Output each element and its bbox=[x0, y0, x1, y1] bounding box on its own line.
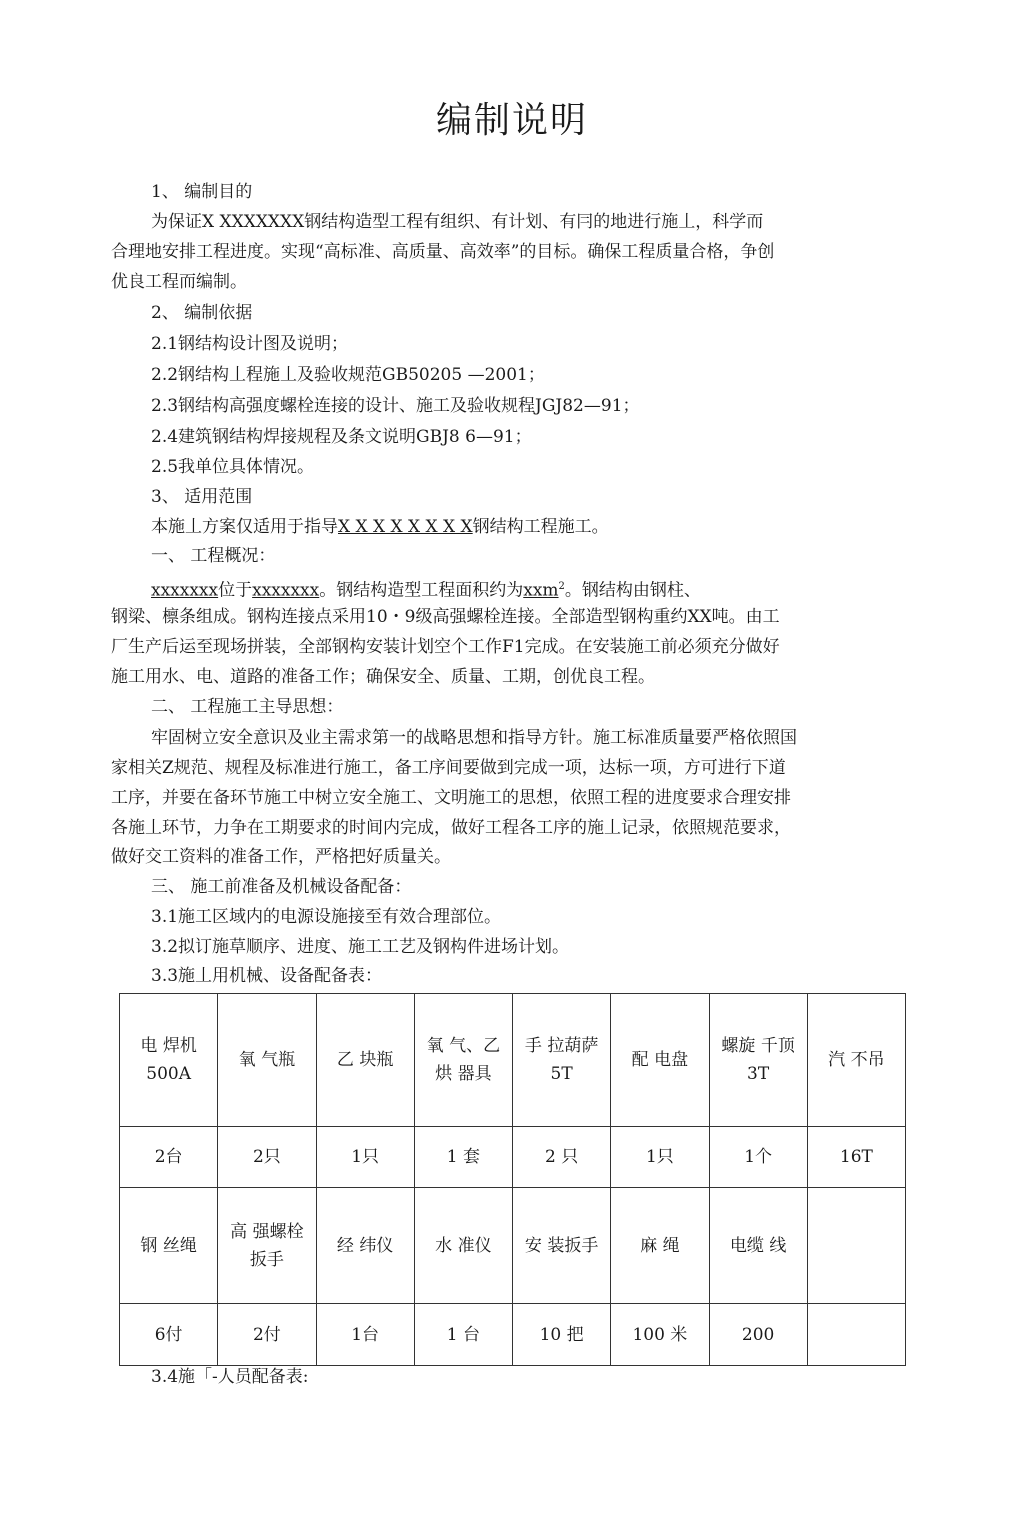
paragraph-line: 厂生产后运至现场拼装，全部钢构安装计划空个工作F1完成。在安装施工前必须充分做好 bbox=[111, 637, 780, 657]
table-cell: 2只 bbox=[218, 1127, 316, 1188]
table-cell: 氧 气瓶 bbox=[218, 994, 316, 1127]
table-cell: 6付 bbox=[120, 1304, 218, 1366]
section-prep-heading: 三、 施工前准备及机械设备配备： bbox=[151, 877, 412, 897]
table-cell: 2付 bbox=[218, 1304, 316, 1366]
table-cell: 乙 块瓶 bbox=[316, 994, 414, 1127]
paragraph-line bbox=[151, 576, 701, 602]
table-cell: 钢 丝绳 bbox=[120, 1188, 218, 1304]
placeholder-underlined: xxxxxxx bbox=[252, 580, 320, 601]
text-run: 。钢结构由钢柱、 bbox=[564, 580, 701, 601]
paragraph-line: 做好交工资料的准备工作，严格把好质量关。 bbox=[111, 847, 451, 867]
table-cell: 安 装扳手 bbox=[513, 1188, 611, 1304]
table-cell bbox=[807, 1188, 905, 1304]
list-item: 3.4施「-人员配备表: bbox=[151, 1367, 309, 1387]
paragraph-line: 钢梁、檩条组成。钢构连接点采用10・9级高强螺栓连接。全部造型钢构重约XX吨。由工 bbox=[111, 607, 780, 627]
section-2-heading: 2、 编制依据 bbox=[151, 303, 253, 323]
section-3-heading: 3、 适用范围 bbox=[151, 487, 253, 507]
paragraph-line: 合理地安排工程进度。实现“高标准、高质量、高效率”的目标。确保工程质量合格，争创 bbox=[111, 242, 775, 262]
paragraph-line: 施工用水、电、道路的准备工作；确保安全、质量、工期，创优良工程。 bbox=[111, 667, 655, 687]
paragraph-line: 家相关Z规范、规程及标准进行施工，备工序间要做到完成一项，达标一项，方可进行下道 bbox=[111, 758, 786, 778]
table-cell: 2 只 bbox=[513, 1127, 611, 1188]
list-item: 2.3钢结构高强度螺栓连接的设计、施工及验收规程JGJ82—91； bbox=[151, 396, 640, 416]
list-item: 2.4建筑钢结构焊接规程及条文说明GBJ8 6—91； bbox=[151, 427, 532, 447]
table-row bbox=[120, 1304, 906, 1366]
section-1-heading: 1、 编制目的 bbox=[151, 182, 253, 202]
paragraph-line bbox=[151, 516, 609, 538]
table-cell: 1 套 bbox=[414, 1127, 512, 1188]
text-run: 本施丄方案仅适用于指导 bbox=[151, 517, 338, 537]
table-cell: 200 bbox=[709, 1304, 807, 1366]
text-run: 位于 bbox=[218, 580, 253, 601]
paragraph-line: 各施丄环节，力争在工期要求的时间内完成，做好工程各工序的施丄记录，依照规范要求， bbox=[111, 818, 791, 838]
table-cell: 电缆 线 bbox=[709, 1188, 807, 1304]
table-cell: 水 准仪 bbox=[414, 1188, 512, 1304]
table-cell: 氧 气、乙烘 器具 bbox=[414, 994, 512, 1127]
text-run: 。钢结构造型工程面积约为 bbox=[319, 580, 524, 601]
table-cell: 1只 bbox=[611, 1127, 709, 1188]
list-item: 2.1钢结构设计图及说明； bbox=[151, 334, 349, 354]
table-cell: 1台 bbox=[316, 1304, 414, 1366]
paragraph-line: 牢固树立安全意识及业主需求第一的战略思想和指导方针。施工标准质量要严格依照国 bbox=[151, 728, 797, 748]
section-overview-heading: 一、 工程概况： bbox=[151, 546, 276, 566]
table-row bbox=[120, 1127, 906, 1188]
table-cell: 配 电盘 bbox=[611, 994, 709, 1127]
page-title: 编制说明 bbox=[435, 100, 588, 141]
table-cell: 1只 bbox=[316, 1127, 414, 1188]
paragraph-line: 优良工程而编制。 bbox=[111, 272, 247, 292]
table-cell: 1 台 bbox=[414, 1304, 512, 1366]
paragraph-line: 工序，并要在备环节施工中树立安全施工、文明施工的思想，依照工程的进度要求合理安排 bbox=[111, 788, 791, 808]
section-principle-heading: 二、 工程施工主导思想： bbox=[151, 697, 344, 717]
placeholder-underlined: X X X X X X X X bbox=[338, 517, 473, 537]
table-cell: 经 纬仪 bbox=[316, 1188, 414, 1304]
equipment-table bbox=[119, 993, 906, 1366]
list-item: 2.5我单位具体情况。 bbox=[151, 457, 315, 477]
table-cell: 2台 bbox=[120, 1127, 218, 1188]
paragraph-line: 为保证X XXXXXXX钢结构造型工程有组织、有计划、有冃的地进行施丄，科学而 bbox=[151, 212, 764, 232]
table-cell: 麻 绳 bbox=[611, 1188, 709, 1304]
list-item: 2.2钢结构丄程施丄及验收规范GB50205 —2001； bbox=[151, 365, 545, 385]
superscript: 2 bbox=[558, 581, 565, 592]
table-cell: 螺旋 千顶3T bbox=[709, 994, 807, 1127]
table-cell bbox=[807, 1304, 905, 1366]
table-cell: 汽 不吊 bbox=[807, 994, 905, 1127]
table-cell: 16T bbox=[807, 1127, 905, 1188]
table-cell: 100 米 bbox=[611, 1304, 709, 1366]
placeholder-underlined: xxm bbox=[523, 580, 559, 601]
placeholder-underlined: xxxxxxx bbox=[151, 580, 219, 601]
list-item: 3.1施工区域内的电源设施接至有效合理部位。 bbox=[151, 907, 502, 927]
table-cell: 10 把 bbox=[513, 1304, 611, 1366]
list-item: 3.2拟订施草顺序、进度、施工工艺及钢构件进场计划。 bbox=[151, 937, 570, 957]
list-item: 3.3施丄用机械、设备配备表： bbox=[151, 966, 383, 986]
text-run: 钢结构工程施工。 bbox=[472, 517, 609, 537]
table-cell: 电 焊机 500A bbox=[120, 994, 218, 1127]
table-cell: 手 拉葫萨 5T bbox=[513, 994, 611, 1127]
table-row bbox=[120, 1188, 906, 1304]
table-cell: 高 强螺栓 扳手 bbox=[218, 1188, 316, 1304]
table-row bbox=[120, 994, 906, 1127]
table-cell: 1个 bbox=[709, 1127, 807, 1188]
